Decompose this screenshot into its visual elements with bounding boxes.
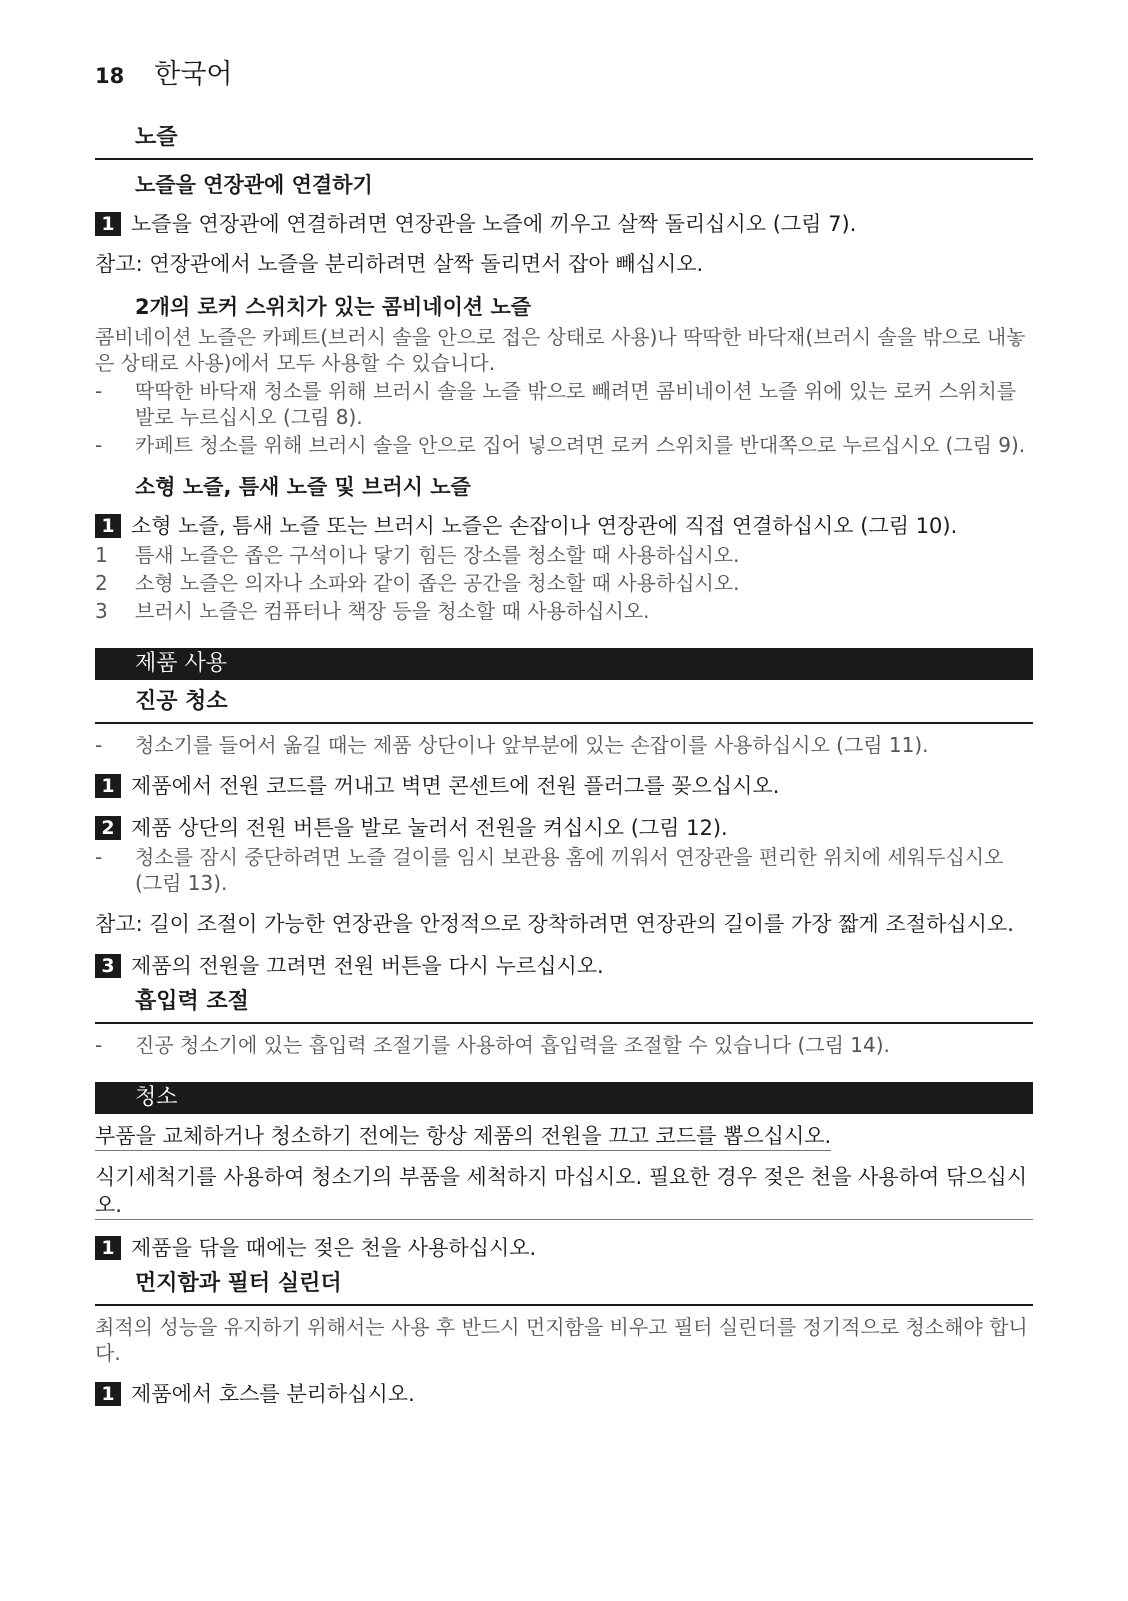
section-heading-nozzles: 노즐 <box>95 122 1033 160</box>
step-number-badge: 1 <box>95 1382 121 1406</box>
dash-bullet: - <box>95 1033 103 1057</box>
list-number: 2 <box>95 571 108 595</box>
dash-bullet: - <box>95 433 103 457</box>
note-tube-length: 참고: 길이 조절이 가능한 연장관을 안정적으로 장착하려면 연장관의 길이를 가장 짧게 조절하십시오. <box>95 912 1014 936</box>
step-attach-small-nozzle <box>95 512 1033 540</box>
subheading-connect-nozzle: 노즐을 연장관에 연결하기 <box>135 173 373 197</box>
list-number: 1 <box>95 543 108 567</box>
section-bar-cleaning: 청소 <box>95 1082 1033 1114</box>
paragraph-combination-nozzle: 콤비네이션 노즐은 카페트(브러시 솔을 안으로 접은 상태로 사용)나 딱딱한 바닥재(브러시 솔을 밖으로 내놓은 상태로 사용)에서 모두 사용할 수 있습니다. <box>95 325 1026 375</box>
list-item <box>95 732 1033 758</box>
warning-unplug: 부품을 교체하거나 청소하기 전에는 항상 제품의 전원을 끄고 코드를 뽑으십시오. <box>95 1122 831 1151</box>
dash-bullet: - <box>95 733 103 757</box>
list-item-text: 브러시 노즐은 컴퓨터나 책장 등을 청소할 때 사용하십시오. <box>135 599 650 623</box>
step-text: 노즐을 연장관에 연결하려면 연장관을 노즐에 끼우고 살짝 돌리십시오 (그림 7). <box>131 212 857 236</box>
note-detach-nozzle: 참고: 연장관에서 노즐을 분리하려면 살짝 돌리면서 잡아 빼십시오. <box>95 252 704 276</box>
page-header <box>95 52 232 92</box>
list-item <box>95 844 1033 896</box>
step-number-badge: 1 <box>95 774 121 798</box>
section-bar-usage: 제품 사용 <box>95 648 1033 680</box>
step-number-badge: 1 <box>95 212 121 236</box>
step-number-badge: 2 <box>95 816 121 840</box>
step-text: 제품 상단의 전원 버튼을 발로 눌러서 전원을 켜십시오 (그림 12). <box>131 816 728 840</box>
step-number-badge: 3 <box>95 954 121 978</box>
step-text: 제품에서 전원 코드를 꺼내고 벽면 콘센트에 전원 플러그를 꽂으십시오. <box>131 774 780 798</box>
list-item-text: 딱딱한 바닥재 청소를 위해 브러시 솔을 노즐 밖으로 빼려면 콤비네이션 노즐 위에 있는 로커 스위치를 발로 누르십시오 (그림 8). <box>135 379 1017 429</box>
step-connect-nozzle <box>95 210 1033 238</box>
step-power-on <box>95 814 1033 842</box>
page-content <box>95 118 1033 1408</box>
warning-dishwasher: 식기세척기를 사용하여 청소기의 부품을 세척하지 마십시오. 필요한 경우 젖은 천을 사용하여 닦으십시오. <box>95 1163 1033 1220</box>
list-item-text: 청소를 잠시 중단하려면 노즐 걸이를 임시 보관용 홈에 끼워서 연장관을 편리한 위치에 세워두십시오 (그림 13). <box>135 845 1004 895</box>
list-item <box>95 542 1033 568</box>
list-item <box>95 598 1033 624</box>
paragraph-dust-container: 최적의 성능을 유지하기 위해서는 사용 후 반드시 먼지함을 비우고 필터 실린더를 정기적으로 청소해야 합니다. <box>95 1315 1028 1365</box>
list-item-text: 진공 청소기에 있는 흡입력 조절기를 사용하여 흡입력을 조절할 수 있습니다 (그림 14). <box>135 1033 890 1057</box>
section-heading-suction-control: 흡입력 조절 <box>95 986 1033 1024</box>
step-text: 제품의 전원을 끄려면 전원 버튼을 다시 누르십시오. <box>131 954 604 978</box>
list-item-text: 청소기를 들어서 옮길 때는 제품 상단이나 앞부분에 있는 손잡이를 사용하십시오 (그림 11). <box>135 733 929 757</box>
step-text: 제품을 닦을 때에는 젖은 천을 사용하십시오. <box>131 1236 537 1260</box>
step-remove-hose <box>95 1380 1033 1408</box>
section-heading-vacuum-cleaning: 진공 청소 <box>95 686 1033 724</box>
step-text: 소형 노즐, 틈새 노즐 또는 브러시 노즐은 손잡이나 연장관에 직접 연결하십시오 (그림 10). <box>131 514 958 538</box>
step-number-badge: 1 <box>95 514 121 538</box>
subheading-small-nozzles: 소형 노즐, 틈새 노즐 및 브러시 노즐 <box>135 475 471 499</box>
list-item-text: 틈새 노즐은 좁은 구석이나 닿기 힘든 장소를 청소할 때 사용하십시오. <box>135 543 740 567</box>
step-power-off <box>95 952 1033 980</box>
step-text: 제품에서 호스를 분리하십시오. <box>131 1382 415 1406</box>
dash-bullet: - <box>95 379 103 403</box>
list-number: 3 <box>95 599 108 623</box>
list-item <box>95 378 1033 430</box>
list-item <box>95 1032 1033 1058</box>
list-item-text: 소형 노즐은 의자나 소파와 같이 좁은 공간을 청소할 때 사용하십시오. <box>135 571 740 595</box>
list-item-text: 카페트 청소를 위해 브러시 솔을 안으로 집어 넣으려면 로커 스위치를 반대쪽으로 누르십시오 (그림 9). <box>135 433 1026 457</box>
dash-bullet: - <box>95 845 103 869</box>
section-heading-dust-container: 먼지함과 필터 실린더 <box>95 1268 1033 1306</box>
page-number: 18 <box>95 64 125 88</box>
list-item <box>95 570 1033 596</box>
page-language: 한국어 <box>154 59 233 90</box>
subheading-combination-nozzle: 2개의 로커 스위치가 있는 콤비네이션 노즐 <box>135 295 532 319</box>
step-wipe-damp-cloth <box>95 1234 1033 1262</box>
step-plug-in <box>95 772 1033 800</box>
step-number-badge: 1 <box>95 1236 121 1260</box>
list-item <box>95 432 1033 458</box>
